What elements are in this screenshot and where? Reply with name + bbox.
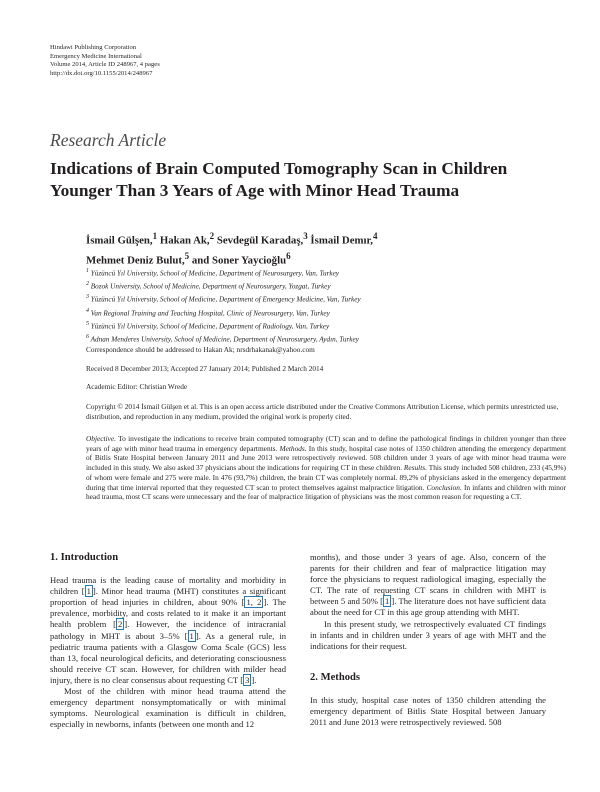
citation-link[interactable]: 2 xyxy=(117,619,123,630)
publisher-line: Hindawi Publishing Corporation xyxy=(50,44,137,51)
left-column xyxy=(50,552,286,730)
affiliation-list xyxy=(86,266,566,345)
intro-paragraph: Most of the children with minor head trauma attend the emergency department nonsymptomatically or with minimal symptoms. Neurological examination is difficult in children, especially in newborns, infants (between one month and 12 xyxy=(50,686,286,730)
results-label: Results. xyxy=(403,463,427,473)
intro-paragraph: In this present study, we retrospectively evaluated CT findings in infants and in children under 3 years of age with MHT and the indications for their request. xyxy=(310,618,546,651)
citation-link[interactable]: 1 xyxy=(385,596,390,607)
doi-link[interactable]: http://dx.doi.org/10.1155/2014/248967 xyxy=(50,69,153,77)
methods-heading: 2. Methods xyxy=(310,671,361,683)
citation-link[interactable]: 1, 2 xyxy=(246,597,262,608)
methods-paragraph: In this study, hospital case notes of 1350 children attending the emergency department of Bitlis State Hospital between January 2011 and June 2013 were retrospectively reviewed. 508 xyxy=(310,694,546,728)
volume-line: Volume 2014, Article ID 248967, 4 pages xyxy=(50,61,160,69)
publication-dates: Received 8 December 2013; Accepted 27 January 2014; Published 2 March 2014 xyxy=(86,364,324,373)
journal-name: Emergency Medicine International xyxy=(50,52,142,60)
author-name: Sevdegül Karadaş, xyxy=(216,234,304,247)
methods-text: In this study, hospital case notes of 1350 children attending the emergency department of Bitlis State Hospital between January 2011 and June 2013 were retrospectively reviewed. 508 children under 3 years of age with minor head trauma were included in this study. We also asked 37 physicians about the indications for requiring CT in these children. xyxy=(86,443,566,473)
author-sup: 4 xyxy=(373,231,378,241)
author-list xyxy=(86,229,556,269)
author-sup: 2 xyxy=(209,231,215,241)
academic-editor: Academic Editor: Christian Wrede xyxy=(86,382,188,391)
author-name: Hakan Ak, xyxy=(159,234,210,247)
paper-title: Indications of Brain Computed Tomography Scan in Children Younger Than 3 Years of Age with Minor Head Trauma xyxy=(50,159,508,200)
affiliation-item: $^1$ Yüzüncü Yıl University, School of Medicine, Department of Neurosurgery, Van, Turkey xyxy=(86,268,339,278)
author-name: İsmail Demır, xyxy=(310,234,373,247)
author-name: İsmail Gülşen, xyxy=(86,234,153,247)
affiliation-item: $^5$ Yüzüncü Yıl University, School of Medicine, Department of Radiology, Van, Turkey xyxy=(86,320,330,331)
methods-label: Methods. xyxy=(279,443,307,453)
introduction-heading: 1. Introduction xyxy=(50,552,119,563)
affiliation-item: $^6$ Adnan Menderes University, School of Medicine, Department of Neurosurgery, Aydın, Turkey xyxy=(86,333,359,344)
objective-text: To investigate the indications to receive brain computed tomography (CT) scan and to define the pathological findings in children younger than three years of age with minor head trauma in emergency departments. xyxy=(86,434,566,453)
objective-label: Objective. xyxy=(86,434,116,443)
author-sup: 5 xyxy=(184,251,190,262)
conclusion-text: In infants and children with minor head trauma, most CT scans were unnecessary and the fear of malpractice litigation of physicians was the most common reason for requesting a CT. xyxy=(86,482,566,502)
citation-link[interactable]: 1 xyxy=(189,630,194,641)
author-sup: 3 xyxy=(303,231,308,241)
journal-header xyxy=(50,44,160,78)
affiliation-item: $^3$ Yüzüncü Yıl University, School of Medicine, Department of Emergency Medicine, Van, Turkey xyxy=(86,294,361,304)
affiliation-item: $^4$ Van Regional Training and Teaching Hospital, Clinic of Neurosurgery, Van, Turkey xyxy=(86,307,330,317)
article-type: Research Article xyxy=(50,130,167,150)
intro-paragraph: Head trauma is the leading cause of mortality and morbidity in children [ 1 ]. Minor head trauma (MHT) constitutes a significant proportion of head injuries in children, about 90% [ 1, 2 ]. The prevalence, morbidity, and costs related to it make it an important health problem [ 2 ]. However, the incidence of intracranial pathology in MHT is about 3–5% [ 1 ]. As a general rule, in pediatric trauma patients with a Glasgow Coma Scale (GCS) less than 13, focal neurological deficits, and deteriorating consciousness should receive CT scan. However, for children with milder head injury, there is no clear consensus about requesting CT [ 3 ]. xyxy=(50,575,287,685)
author-sup: 1 xyxy=(152,231,158,241)
conclusion-label: Conclusion. xyxy=(426,482,462,492)
affiliation-item: $^2$ Bozok University, School of Medicine, Department of Neurosurgery, Yozgat, Turkey xyxy=(86,281,331,291)
abstract xyxy=(86,434,566,502)
copyright-notice: Copyright © 2014 İsmail Gülşen et al. This is an open access article distributed under the Creative Commons Attribution License, which permits unrestricted use, distribution, and reproduction in any medium, provided the original work is properly cited. xyxy=(86,402,559,421)
intro-paragraph-continued: months), and those under 3 years of age. Also, concern of the parents for their children and fear of malpractice litigation may force the physicians to request radiological imaging, especially the CT. The rate of requesting CT scans in children with MHT is between 5 and 50% [ 1 ]. The literature does not have sufficient data about the need for CT in this age group attending with MHT. xyxy=(310,552,546,618)
results-text: This study included 508 children, 233 (45,9%) of whom were female and 275 were male. In 476 (93,7%) children, the brain CT was completely normal. 89,2% of physicians asked in the emergency department during that time interval reported that they requested CT scan to protect themselves against malpractice litigation. xyxy=(86,463,566,492)
right-column xyxy=(310,552,546,728)
author-sup: 6 xyxy=(286,251,291,262)
correspondence: Correspondence should be addressed to Hakan Ak; nrsdrhakanak@yahoo.com xyxy=(86,345,315,354)
author-name: Mehmet Deniz Bulut, xyxy=(86,254,185,267)
author-name: and Soner Yaycioğlu xyxy=(191,254,287,267)
citation-link[interactable]: 1 xyxy=(86,586,91,597)
citation-link[interactable]: 3 xyxy=(245,674,250,685)
